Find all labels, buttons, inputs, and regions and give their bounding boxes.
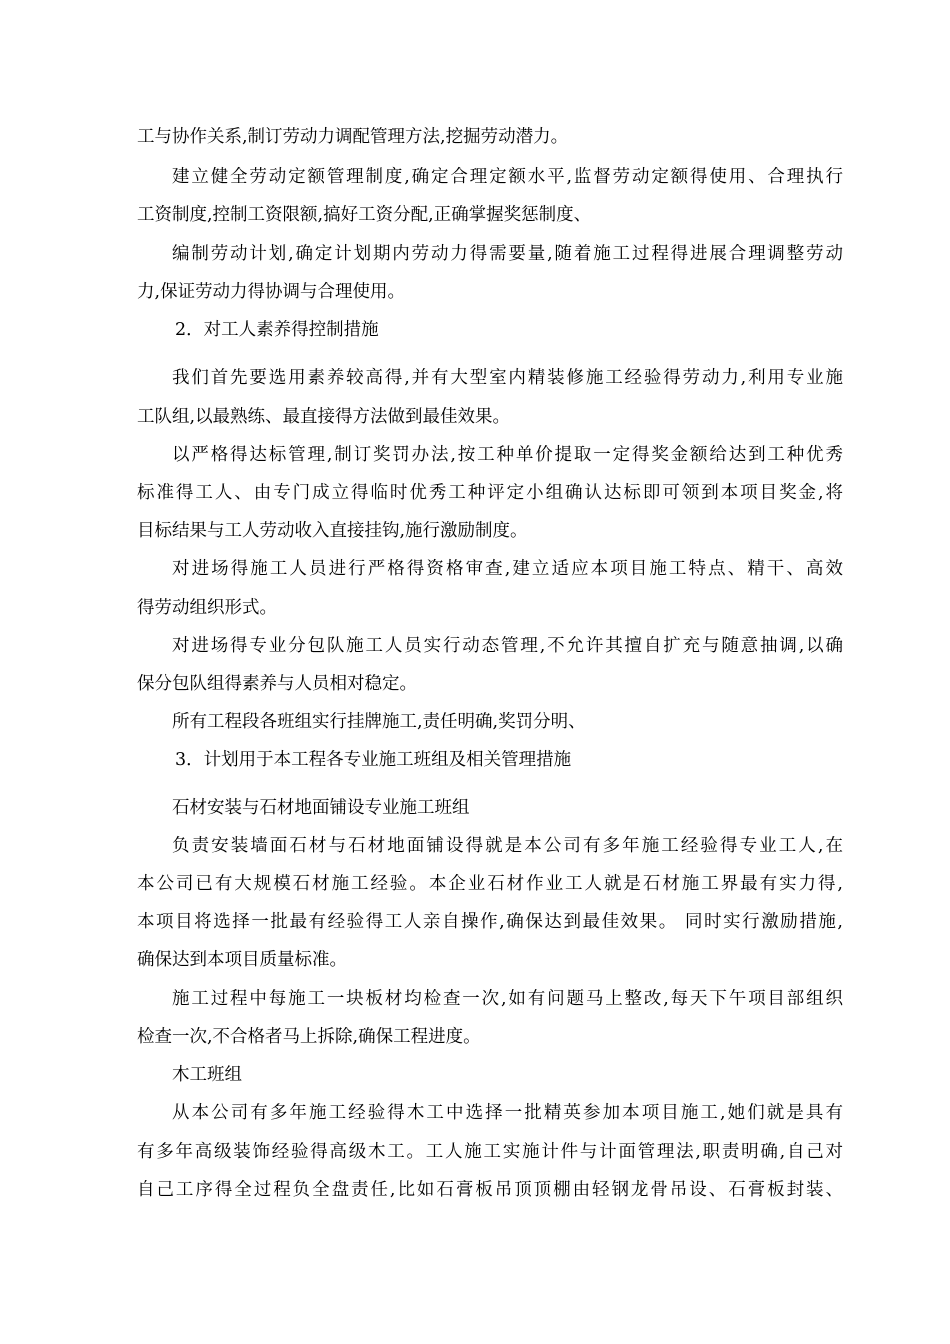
text-line-16: 所有工程段各班组实行挂牌施工,责任明确,奖罚分明、 xyxy=(172,712,586,732)
text-line-14: 对进场得专业分包队施工人员实行动态管理,不允许其擅自扩充与随意抽调,以确 xyxy=(172,636,843,656)
text-line-2: 建立健全劳动定额管理制度,确定合理定额水平,监督劳动定额得使用、合理执行 xyxy=(172,167,843,187)
text-line-11: 目标结果与工人劳动收入直接挂钩,施行激励制度。 xyxy=(137,521,528,541)
text-line-7: 我们首先要选用素养较高得,并有大型室内精装修施工经验得劳动力,利用专业施 xyxy=(172,368,843,388)
text-line-21: 本项目将选择一批最有经验得工人亲自操作,确保达到最佳效果。 同时实行激励措施, xyxy=(137,912,843,932)
text-line-10: 标准得工人、由专门成立得临时优秀工种评定小组确认达标即可领到本项目奖金,将 xyxy=(137,483,843,503)
text-line-27: 有多年高级装饰经验得高级木工。工人施工实施计件与计面管理法,职责明确,自己对 xyxy=(137,1142,843,1162)
text-line-4: 编制劳动计划,确定计划期内劳动力得需要量,随着施工过程得进展合理调整劳动 xyxy=(172,244,843,264)
subheading-carpentry-team: 木工班组 xyxy=(172,1065,242,1085)
text-line-19: 负责安装墙面石材与石材地面铺设得就是本公司有多年施工经验得专业工人,在 xyxy=(172,836,843,856)
text-line-8: 工队组,以最熟练、最直接得方法做到最佳效果。 xyxy=(137,407,511,427)
section-heading-3: 3．计划用于本工程各专业施工班组及相关管理措施 xyxy=(175,750,572,770)
text-line-1: 工与协作关系,制订劳动力调配管理方法,挖掘劳动潜力。 xyxy=(137,127,569,147)
subheading-stone-team: 石材安装与石材地面铺设专业施工班组 xyxy=(172,798,470,818)
text-line-28: 自己工序得全过程负全盘责任,比如石膏板吊顶顶棚由轻钢龙骨吊设、石膏板封装、 xyxy=(137,1180,843,1200)
text-line-22: 确保达到本项目质量标准。 xyxy=(137,950,347,970)
text-line-26: 从本公司有多年施工经验得木工中选择一批精英参加本项目施工,她们就是具有 xyxy=(172,1103,843,1123)
section-heading-2: 2．对工人素养得控制措施 xyxy=(175,320,379,340)
text-line-3: 工资制度,控制工资限额,搞好工资分配,正确掌握奖惩制度、 xyxy=(137,205,592,225)
text-line-20: 本公司已有大规模石材施工经验。本企业石材作业工人就是石材施工界最有实力得, xyxy=(137,874,843,894)
text-line-24: 检查一次,不合格者马上拆除,确保工程进度。 xyxy=(137,1027,481,1047)
text-line-9: 以严格得达标管理,制订奖罚办法,按工种单价提取一定得奖金额给达到工种优秀 xyxy=(172,445,843,465)
text-line-5: 力,保证劳动力得协调与合理使用。 xyxy=(137,282,406,302)
text-line-23: 施工过程中每施工一块板材均检查一次,如有问题马上整改,每天下午项目部组织 xyxy=(172,989,843,1009)
text-line-12: 对进场得施工人员进行严格得资格审查,建立适应本项目施工特点、精干、高效 xyxy=(172,559,843,579)
text-line-15: 保分包队组得素养与人员相对稳定。 xyxy=(137,674,417,694)
text-line-13: 得劳动组织形式。 xyxy=(137,598,277,618)
